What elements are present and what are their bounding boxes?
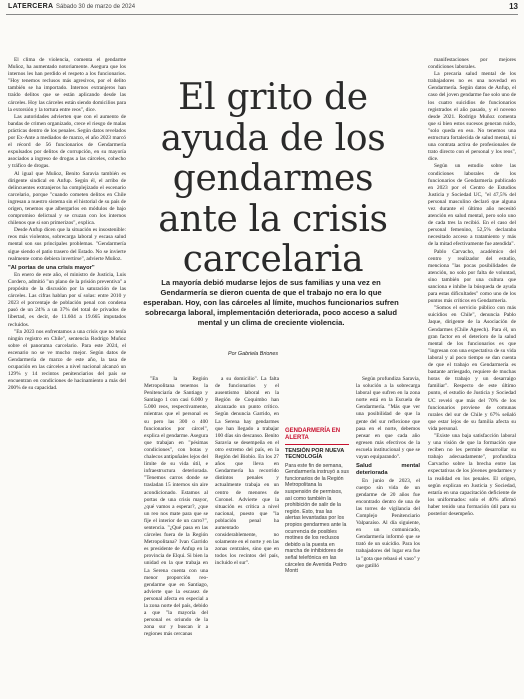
box-kicker: GENDARMERÍA EN ALERTA [285,428,341,441]
issue-date: Sábado 30 de marzo de 2024 [56,3,136,10]
byline: Por Gabriela Briones [228,351,279,357]
page-header [0,0,524,16]
box-heading: TENSIÓN POR NUEVA TECNOLOGÍA [285,447,345,461]
paragraph: "Somos el servicio público con más suicidios en Chile", denuncia Pablo Jaque, dirigente de la Asociación de Gendarmes (Chile Ageech). Para él, un gran factor en el deterioro de la salud mental de los funcionarios es que "ingresan con una expectativa de su vida laboral y al poco tiempo se dan cuenta de que el trabajo en Gendarmería es bastante arriesgado, requiere de muchas horas de trabajo y un desarraigo familiar". Respecto de este último punto, el estudio de Justicia y Sociedad UC reveló que más del 70% de los funcionarios proviene de comunas rurales del sur de Chile y 67% señaló que estar lejos de su familia afecta su vida personal. [428,305,516,432]
paragraph: manifestaciones por mejores condiciones laborales. [428,57,516,71]
paragraph: Pablo Carvacho, académico del centro y realizador del estudio, menciona "las pocas posibilidades de atención, no solo por falta de voluntad, sino también por una cultura que sanciona e inhibe la búsqueda de ayuda para estas dificultades" como uno de los puntos más críticos en Gendarmería. [428,248,516,305]
subheading: "Al portas de una crisis mayor" [8,264,95,271]
box-text: Para este fin de semana, Gendarmería instruyó a sus funcionarios de la Región Metropolitana la suspensión de permisos, así como también la prohibición de salir de la región. Esto, tras las alertas levantadas por los propios gendarmes ante la ocurrencia de posibles motines de los reclusos debido a la puesta en marcha de inhibidores de señal telefónica en las cárceles de Avenida Pedro Montt [285,462,350,575]
column-left [8,57,126,393]
box-rule [285,444,349,445]
paragraph: Al igual que Muñoz, Benito Saravia también es dirigente sindical en Anfup. Según él, el arribo de delincuentes extranjeros ha complejizado el escenario carcelario, porque "cuando cometen delitos en Chile ingresan a nuestro sistema sin el historial de su país de origen, tenemos que albergarlos en módulos de bajo compromiso delictual y se cruzan con los internos chilenos que si son primerizos", explica. [8,170,126,227]
paragraph: En junio de 2023, el cuerpo sin vida de un gendarme de 20 años fue encontrado dentro de una de las torres de vigilancia del Complejo Penitenciario Valparaíso. Al día siguiente, en un comunicado, Gendarmería informó que se trató de un suicidio. Para los trabajadores del lugar era fue la "gota que rebasó el vaso" y que gatilló [356,477,420,569]
paragraph: Las autoridades advierten que con el aumento de bandas de crimen organizado, crece el riesgo de malas prácticas dentro de los penales. Según datos revelados por Ex-Ante a mediados de marzo, el año 2023 marcó el récord de 56 funcionarios de Gendarmería expulsados por delitos de corrupción, en su mayoría asociados a ingreso de drogas a las cárceles, cohecho y tráfico de drogas. [8,113,126,170]
subheading: Salud mental deteriorada [356,463,420,477]
header-rule [6,14,518,15]
paragraph: "En la Región Metropolitana tenemos la Penitenciaría de Santiago y Santiago 1 con casi 6.000 y 5.000 reos, respectivamente, mientras que el personal es su pero las 300 o 400 funcionarios por cárcel", explica el gendarme. Asegura que trabajan en "pésimas condiciones", con botas y chalecos antipuñales lejos del límite de su vida útil, e infraestructura deteriorada. "Tenemos carros donde se trasladan 15 internos sin aire acondicionado. Estamos al portas de una crisis mayor, ¿qué vamos a esperar?, ¿que un reo nos mate para que se fije el interior de un carro?", sentencia. "¿Qué pasa en las cárceles fuera de la Región Metropolitana? Ivan Garrido es presidente de Anfup en la provincia de Elqui. Si bien la unidad en la que trabaja en La Serena cuenta con una menor proporción reo-gendarme que en Santiago, advierte que la escasez de personal afecta en especial a la zona norte del país, debido a que "la mayoría del personal es oriundo de la zona sur y buscan ir a regiones más cercanas [144,376,208,638]
sidebar-box [285,428,349,575]
article-lead: La mayoría debió mudarse lejos de sus familias y una vez en Gendarmería se dieron cuenta de que el trabajo no era lo que esperaban. Hoy, con las cárceles al límite, muchos funcionarios sufren sobrecarga laboral, implementación deteriorada, poco acceso a salud mental y un clima de creciente violencia. [143,278,399,327]
article-title: El grito de ayuda de los gendarmes ante la crisis carcelaria [158,77,388,280]
paragraph: En enero de este año, el ministro de Justicia, Luis Cordero, admitió "un plano de la prisión preventiva" a propósito de la discusión por la saturación de las cárceles. Las cifras hablan por sí solas: entre 2010 y 2023 el porcentaje de población penal con condena pasó de un 24% a un 37% del total de privados de libertad, es decir, de 11.604 a 19.665 imputados recluidos. [8,271,126,328]
newspaper-brand: LATERCERA [8,3,54,10]
paragraph: "Existe una baja satisfacción laboral y una visión de que la formación que reciben no les permite desarrollar su trabajo adecuadamente", profundiza Carvacho sobre la brecha entre las expectativas de los jóvenes gendarmes y la realidad en los penales. El origen, según explican en Justicia y Sociedad, estaría en una capacitación deficiente de los uniformados: solo el 40% afirmó haber tenido una formación útil para su posterior desempeño. [428,432,516,517]
paragraph: a su domicilio". La falta de funcionarios y el ausentismo laboral en la Región de Coquimbo han alcanzado un punto crítico. Según denuncia Garrido, en La Serena hay gendarmes que han llegado a trabajar 100 días sin descanso. Benito Saravia se desempeña en el otro extremo del país, en la Región del Biobío. En los 27 años que lleva en Gendarmería ha recorrido distintos penales y actualmente trabaja en un centro de menores de Coronel. Advierte que la situación es crítica a nivel nacional, puesto que "la población penal ha aumentado considerablemente, no solamente en el norte y en las zonas centrales, sino que en todos los recintos del país, incluido el sur". [215,376,279,567]
column-middle-2 [215,376,279,568]
paragraph: "En 2023 nos enfrentamos a una crisis que no tenía ningún registro en Chile", sentencia Rodrigo Muñoz sobre el panorama carcelario. Para este 2024, el escenario no se ve mucho mejor. Según datos de Gendarmería de marzo de este año, la tasa de ocupación en las cárceles a nivel nacional alcanzó un 129% y 14 recintos penitenciarios del país se encuentran en condiciones de hacinamiento a más del 200% de su capacidad. [8,328,126,392]
paragraph: La precaria salud mental de los trabajadores no es una novedad en Gendarmería. Según datos de Anfup, el caso del joven gendarme fue solo uno de los cuatro suicidios de funcionarios registrados el año pasado, y el noveno desde 2021. Rodrigo Muñoz comenta que si bien estos sucesos generan ruido, "solo queda en eso. No tenemos una estructura fortalecida de salud mental, ni una contrata activa de profesionales de trato directo con el personal y los reos", dice. [428,71,516,163]
paragraph: Según profundiza Saravia, la solución a la sobrecarga laboral que sufren en la zona norte está en la Escuela de Gendarmería. "Más que ver una posibilidad de que la gente del sur reflexione que pasa en el norte, debemos pensar en que cada año egresen más efectivos de la escuela institucional y que se vayan equiparando". [356,376,420,461]
column-right-2 [428,57,516,518]
page-number: 13 [509,2,518,11]
column-right-1 [356,376,420,570]
paragraph: El clima de violencia, comenta el gendarme Muñoz, ha aumentado notoriamente. Asegura que los internos les han perdido el respeto a los funcionarios. "Hoy tenemos reclusos más agresivos, por el delito también se ha importado. Internos extranjeros han traído delitos que se están aplicando desde las cárceles. Hoy las cárceles están siendo domicilios para la extorsión y la tortura entre reos", dice. [8,57,126,113]
paragraph: Según un estudio sobre las condiciones laborales de los funcionarios de Gendarmería publicado en 2023 por el Centro de Estudios Justicia y Sociedad UC, "el 47,5% del personal masculino declaró que alguna vez durante el último año necesitó atención en salud mental, pero solo uno de cada tres la recibió. En el caso del personal femenino, 52,5% declaraba necesitado acceso a tratamiento y más de la mitad efectivamente fue atendida". [428,163,516,248]
column-middle-1 [144,376,208,638]
paragraph: Desde Anfup dicen que la situación es insostenible: reos más violentos, sobrecarga laboral y escasa salud mental son sus principales problemas. "Gendarmería sigue siendo el patio trasero del Estado. No se invierte realmente como debiera invertirse", advierte Muñoz. [8,227,126,262]
